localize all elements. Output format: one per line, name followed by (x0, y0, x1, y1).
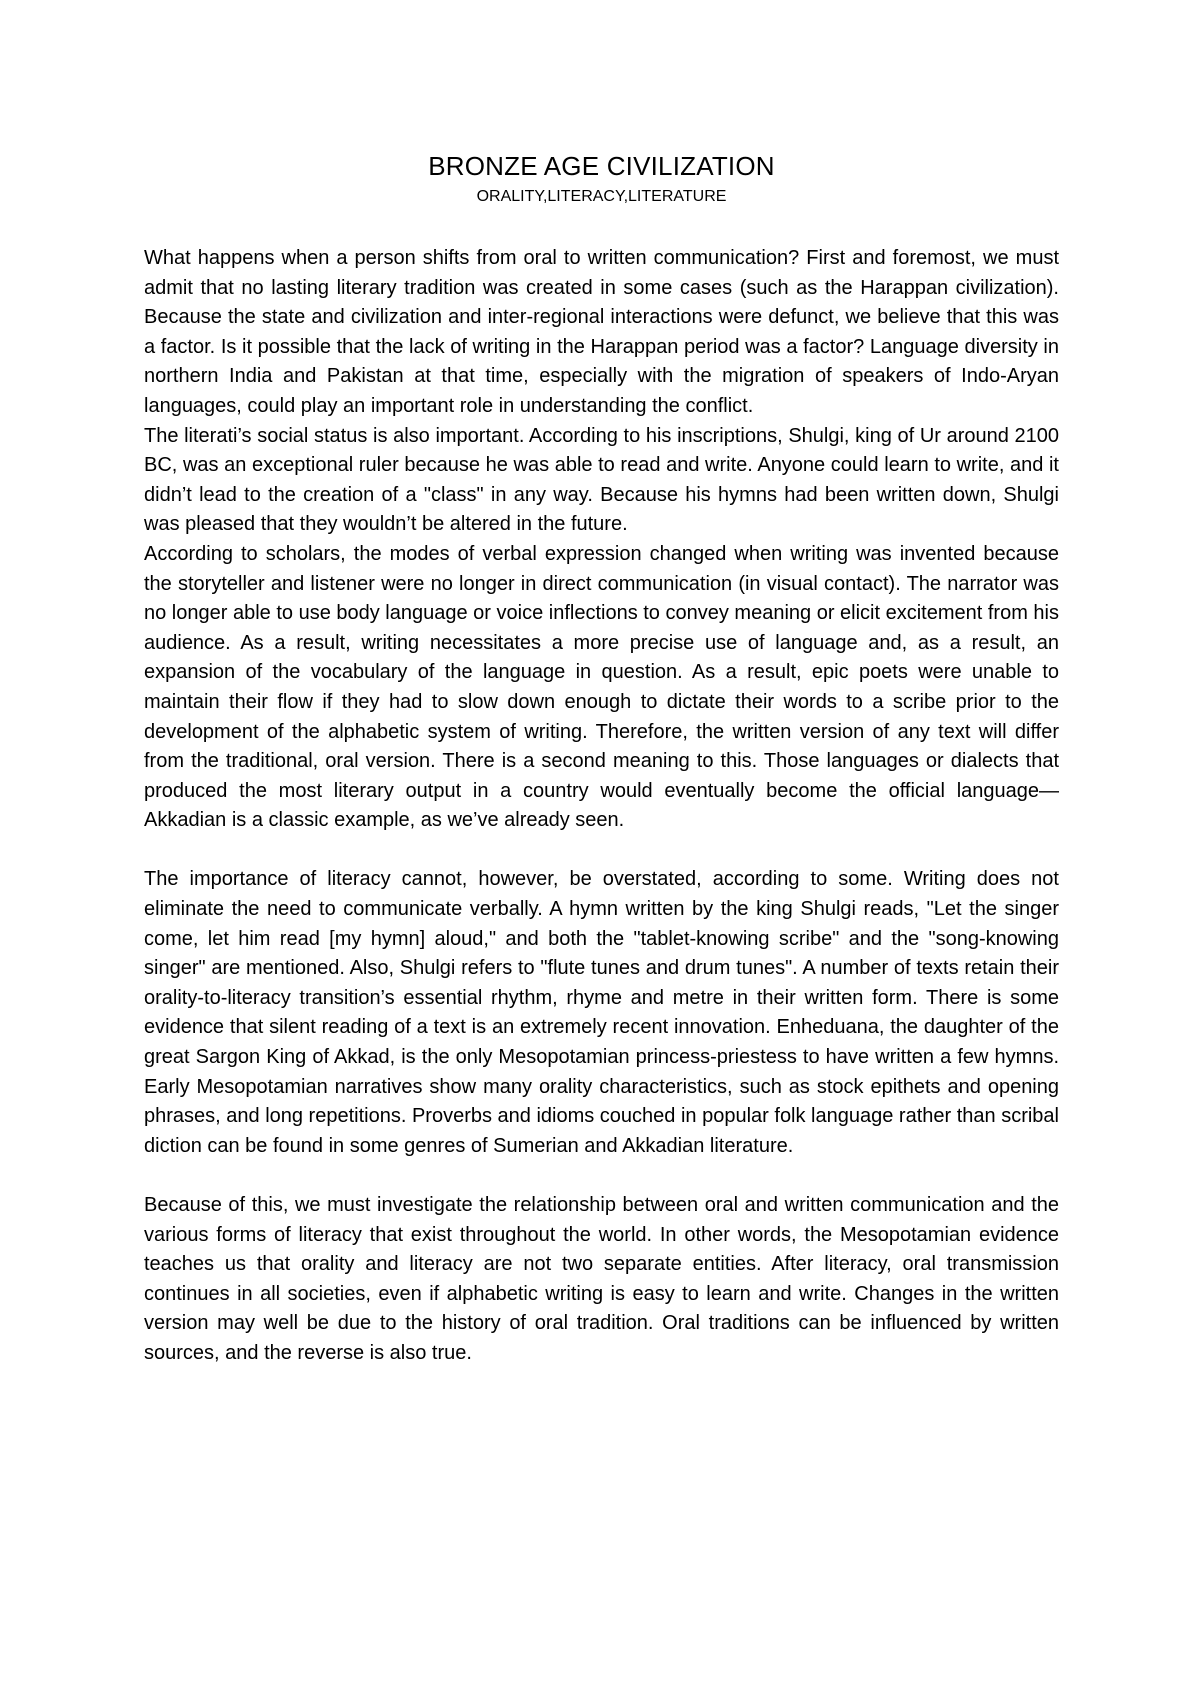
paragraph: The literati’s social status is also important. According to his inscriptions, Shulgi, king of Ur around 2100 BC, was an exceptional ruler because he was able to read and write. Anyone could learn to write, and it didn’t lead to the creation of a "class" in any way. Because his hymns had been written down, Shulgi was pleased that they wouldn’t be altered in the future. (144, 424, 1059, 536)
document-page (144, 150, 1059, 1369)
section-conclusion (144, 1191, 1059, 1369)
section-spacer (144, 1161, 1059, 1191)
paragraph: According to scholars, the modes of verbal expression changed when writing was invented because the storyteller and listener were no longer in direct communication (in visual contact). The narrator was no longer able to use body language or voice inflections to convey meaning or elicit excitement from his audience. As a result, writing necessitates a more precise use of language and, as a result, an expansion of the vocabulary of the language in question. As a result, epic poets were unable to maintain their flow if they had to slow down enough to dictate their words to a scribe prior to the development of the alphabetic system of writing. Therefore, the written version of any text will differ from the traditional, oral version. There is a second meaning to this. Those languages or dialects that produced the most literary output in a country would eventually become the official language—Akkadian is a classic example, as we’ve already seen. (144, 542, 1059, 832)
section-spacer (144, 836, 1059, 866)
document-subtitle: ORALITY,LITERACY,LITERATURE (476, 188, 727, 205)
paragraph: What happens when a person shifts from oral to written communication? First and foremost, we must admit that no lasting literary tradition was created in some cases (such as the Harappan civilization). Because the state and civilization and inter-regional interactions were defunct, we believe that this was a factor. Is it possible that the lack of writing in the Harappan period was a factor? Language diversity in northern India and Pakistan at that time, especially with the migration of speakers of Indo-Aryan languages, could play an important role in understanding the conflict. (144, 247, 1059, 417)
paragraph: Because of this, we must investigate the relationship between oral and written communication and the various forms of literacy that exist throughout the world. In other words, the Mesopotamian evidence teaches us that orality and literacy are not two separate entities. After literacy, oral transmission continues in all societies, even if alphabetic writing is easy to learn and write. Changes in the written version may well be due to the history of oral tradition. Oral traditions can be influenced by written sources, and the reverse is also true. (144, 1194, 1059, 1364)
section-intro (144, 244, 1059, 836)
document-title: BRONZE AGE CIVILIZATION (428, 151, 775, 181)
paragraph: The importance of literacy cannot, however, be overstated, according to some. Writing does not eliminate the need to communicate verbally. A hymn written by the king Shulgi reads, "Let the singer come, let him read [my hymn] aloud," and both the "tablet-knowing scribe" and the "song-knowing singer" are mentioned. Also, Shulgi refers to "flute tunes and drum tunes". A number of texts retain their orality-to-literacy transition’s essential rhythm, rhyme and metre in their written form. There is some evidence that silent reading of a text is an extremely recent innovation. Enheduana, the daughter of the great Sargon King of Akkad, is the only Mesopotamian princess-priestess to have written a few hymns. Early Mesopotamian narratives show many orality characteristics, such as stock epithets and opening phrases, and long repetitions. Proverbs and idioms couched in popular folk language rather than scribal diction can be found in some genres of Sumerian and Akkadian literature. (144, 868, 1059, 1157)
section-literacy-importance (144, 865, 1059, 1161)
